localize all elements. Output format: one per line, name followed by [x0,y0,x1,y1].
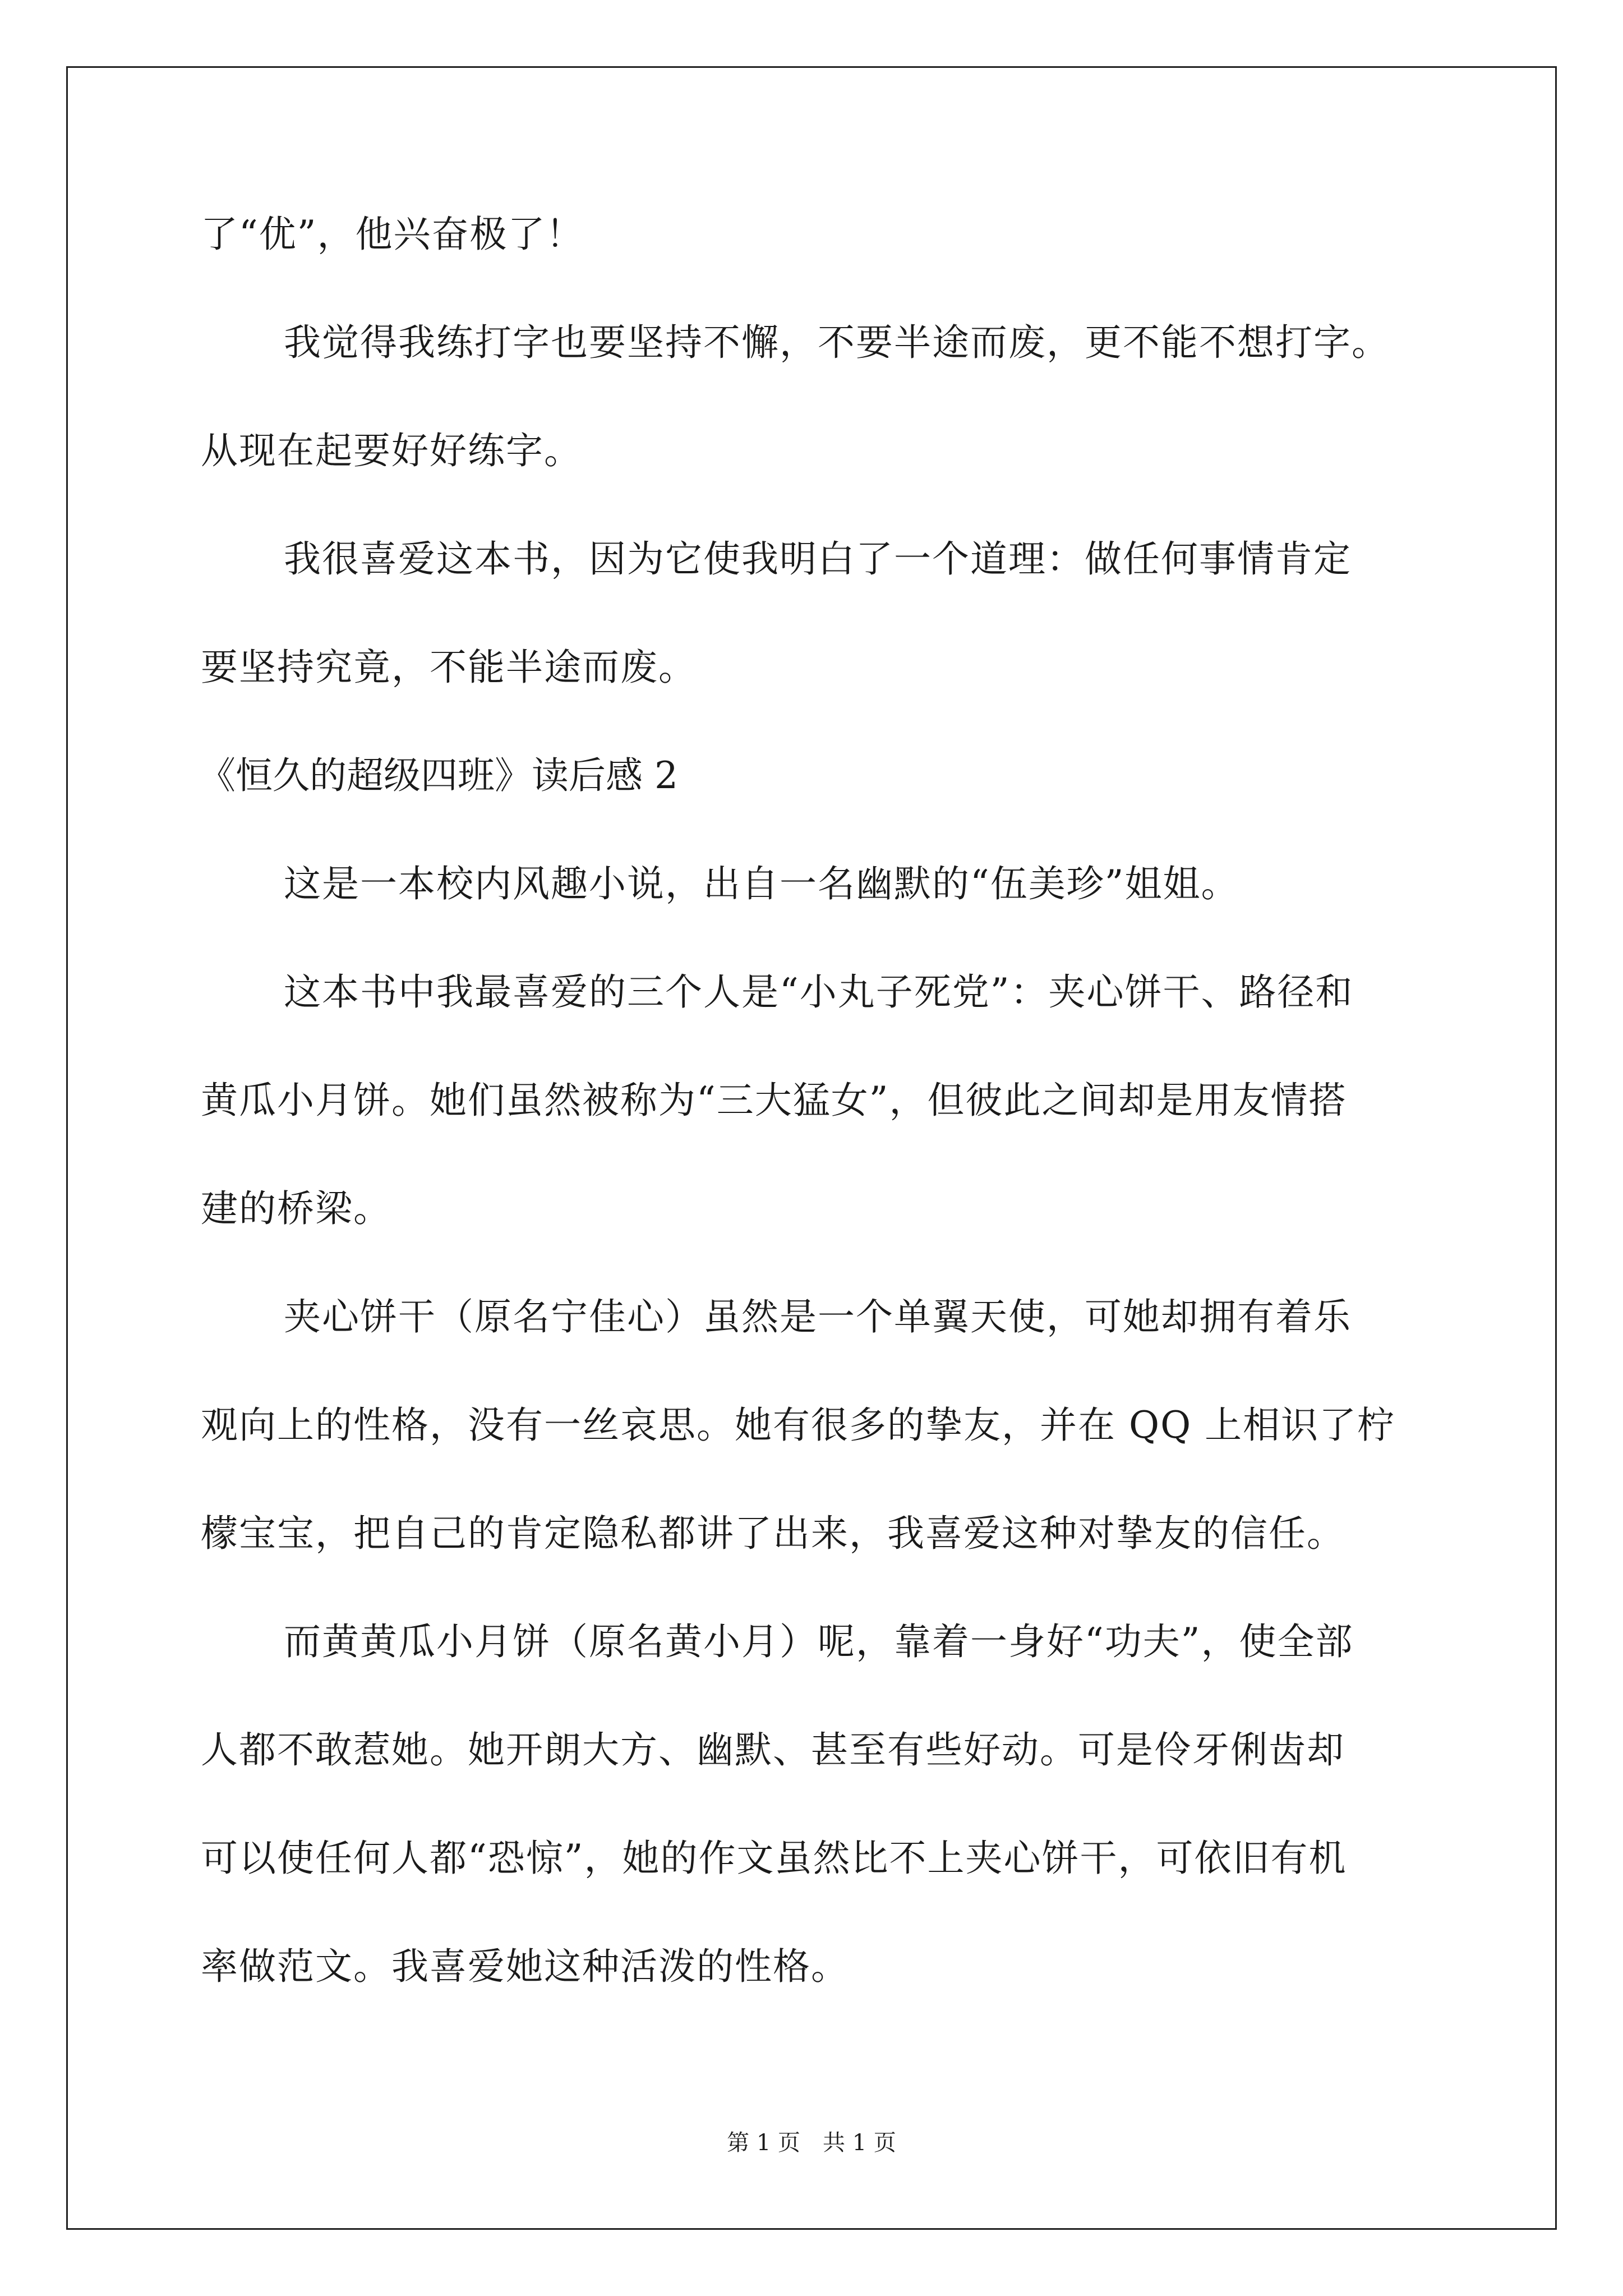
paragraph-line: 而黄黄瓜小月饼（原名黄小月）呢，靠着一身好“功夫”，使全部 [284,1620,1354,1663]
section-title: 《恒久的超级四班》读后感 2 [199,754,678,797]
paragraph-line: 可以使任何人都“恐惊”，她的作文虽然比不上夹心饼干，可依旧有机 [201,1837,1347,1880]
paragraph-line: 这是一本校内风趣小说，出自一名幽默的“伍美珍”姐姐。 [284,862,1239,905]
paragraph-line: 我很喜爱这本书，因为它使我明白了一个道理：做任何事情肯定 [284,537,1352,581]
paragraph-line: 黄瓜小月饼。她们虽然被称为“三大猛女”，但彼此之间却是用友情搭 [201,1079,1347,1122]
paragraph-line: 从现在起要好好练字。 [201,429,582,472]
paragraph-line: 我觉得我练打字也要坚持不懈，不要半途而废，更不能不想打字。 [284,321,1390,364]
paragraph-line: 了“优”，他兴奋极了！ [201,213,584,256]
paragraph-line: 要坚持究竟，不能半途而废。 [201,646,697,689]
paragraph-line: 率做范文。我喜爱她这种活泼的性格。 [201,1945,849,1988]
paragraph-line: 夹心饼干（原名宁佳心）虽然是一个单翼天使，可她却拥有着乐 [284,1295,1352,1338]
paragraph-line: 人都不敢惹她。她开朗大方、幽默、甚至有些好动。可是伶牙俐齿却 [201,1728,1345,1772]
paragraph-line: 檬宝宝，把自己的肯定隐私都讲了出来，我喜爱这种对挚友的信任。 [201,1512,1345,1555]
paragraph-line: 这本书中我最喜爱的三个人是“小丸子死党”：夹心饼干、路径和 [284,970,1354,1014]
page-footer: 第 1 页 共 1 页 [727,2130,896,2156]
paragraph-line: 建的桥梁。 [201,1187,391,1230]
paragraph-line: 观向上的性格，没有一丝哀思。她有很多的挚友，并在 QQ 上相识了柠 [201,1404,1396,1447]
document-body [201,208,1423,2048]
